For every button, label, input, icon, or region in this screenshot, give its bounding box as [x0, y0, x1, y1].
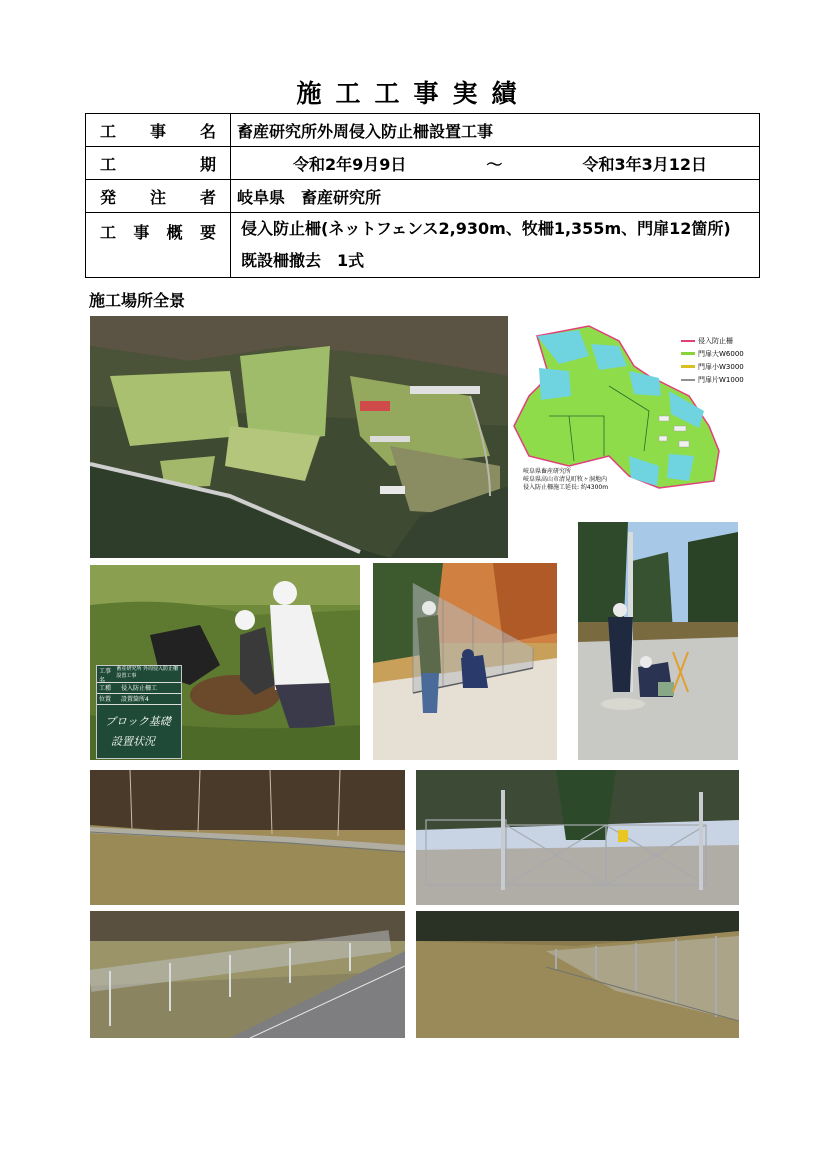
- board-row: 位置 設置箇所4: [97, 694, 181, 705]
- map-caption: 岐阜県畜産研究所 岐阜県高山市清見町牧ヶ洞地内 侵入防止柵施工延長: 約4300m: [523, 468, 609, 491]
- site-map: [509, 316, 759, 498]
- board-row: 工事名 畜産研究所 外周侵入防止柵設置工事: [97, 666, 181, 683]
- photo-block-foundation: [90, 565, 360, 760]
- period-label: 工 期: [86, 147, 231, 180]
- overview-value: [231, 213, 760, 278]
- period-row: [86, 147, 760, 180]
- client-label: 発 注 者: [86, 180, 231, 213]
- page-title: 施工工事実績: [296, 79, 531, 108]
- photo-fence-installation: [373, 563, 557, 760]
- photo-fence-road: [90, 911, 405, 1038]
- construction-board: 工事名 畜産研究所 外周侵入防止柵設置工事 工種 侵入防止柵工 位置 設置箇所4 ブロック基礎 設置状況: [96, 665, 182, 759]
- client-value: 岐阜県 畜産研究所: [231, 180, 760, 213]
- map-legend: [681, 334, 759, 386]
- section-heading: 施工場所全景: [89, 291, 186, 310]
- overview-row: [86, 213, 760, 278]
- board-row: 工種 侵入防止柵工: [97, 683, 181, 694]
- map-legend-item: 侵入防止柵: [681, 334, 759, 347]
- overview-line-2: 既設柵撤去 1式: [241, 251, 365, 270]
- map-legend-item: 門扉片W1000: [681, 373, 759, 386]
- project-name-label: 工 事 名: [86, 114, 231, 147]
- period-value: [231, 147, 760, 180]
- period-separator: ～: [486, 154, 503, 174]
- client-row: [86, 180, 760, 213]
- period-start: 令和2年9月9日: [293, 154, 407, 174]
- photo-gate: [416, 770, 739, 905]
- project-name-row: [86, 114, 760, 147]
- project-info-table: [85, 113, 760, 278]
- overview-line-1: 侵入防止柵(ネットフェンス2,930m、牧柵1,355m、門扉12箇所): [241, 219, 731, 238]
- period-end: 令和3年3月12日: [582, 154, 707, 174]
- photo-fence-field: [90, 770, 405, 905]
- photo-fence-slope: [416, 911, 739, 1038]
- overview-label: 工事概要: [86, 213, 231, 278]
- map-legend-item: 門扉小W3000: [681, 360, 759, 373]
- project-name-value: 畜産研究所外周侵入防止柵設置工事: [231, 114, 760, 147]
- map-legend-item: 門扉大W6000: [681, 347, 759, 360]
- aerial-photo: [90, 316, 508, 558]
- photo-post-setting: [578, 522, 738, 760]
